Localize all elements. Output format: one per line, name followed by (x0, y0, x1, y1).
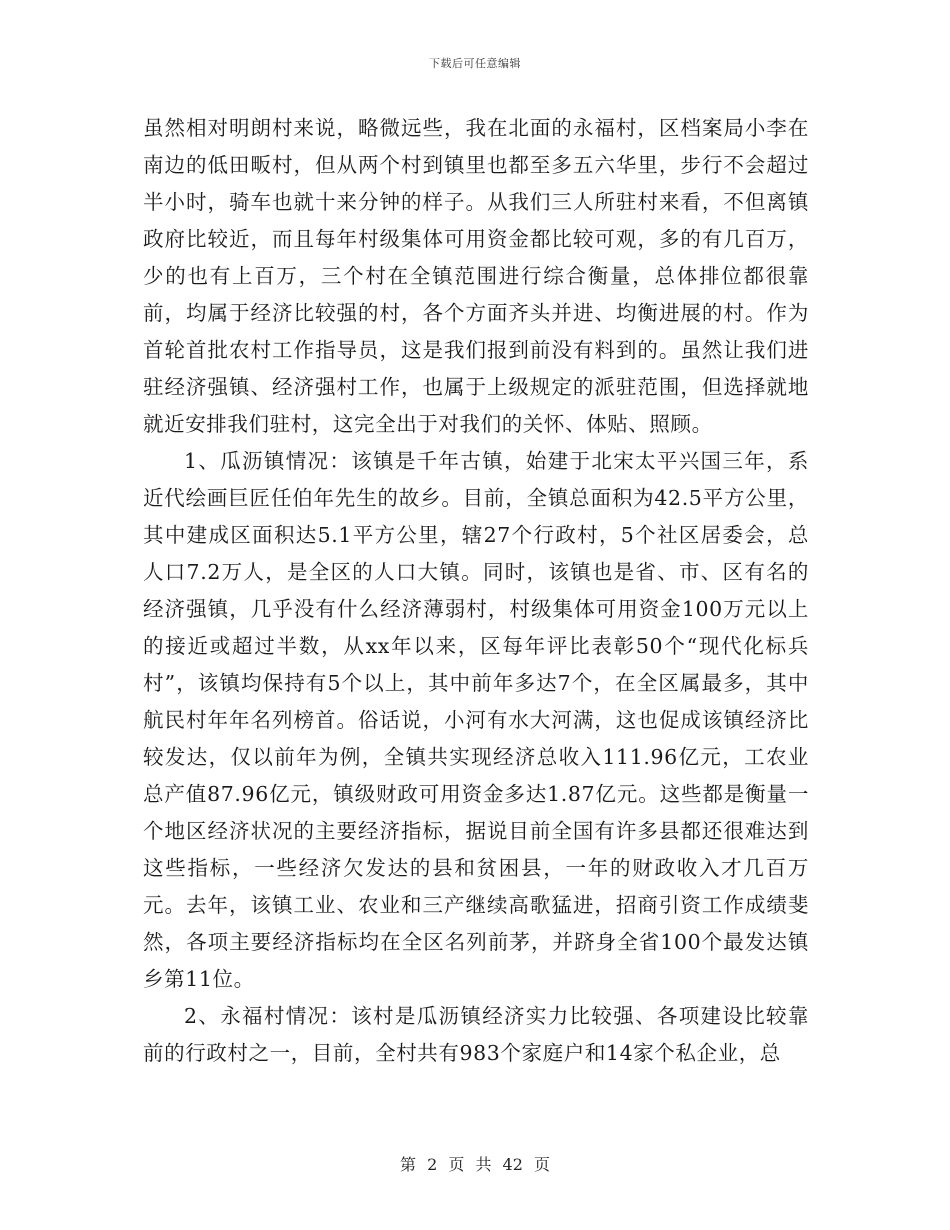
page-number-footer: 第 2 页 共 42 页 (400, 1155, 550, 1174)
body-paragraph: 虽然相对明朗村来说，略微远些，我在北面的永福村，区档案局小李在南边的低田畈村，但从两个村到镇里也都至多五六华里，步行不会超过半小时，骑车也就十来分钟的样子。从我们三人所驻村来看，不但离镇政府比较近，而且每年村级集体可用资金都比较可观，多的有几百万，少的也有上百万，三个村在全镇范围进行综合衡量，总体排位都很靠前，均属于经济比较强的村，各个方面齐头并进、均衡进展的村。作为首轮首批农村工作指导员，这是我们报到前没有料到的。虽然让我们进驻经济强镇、经济强村工作，也属于上级规定的派驻范围，但选择就地就近安排我们驻村，这完全出于对我们的关怀、体贴、照顾。 (143, 116, 809, 436)
body-paragraph: 2、永福村情况：该村是瓜沥镇经济实力比较强、各项建设比较靠前的行政村之一，目前，全村共有983个家庭户和14家个私企业，总 (143, 1004, 809, 1065)
document-body (143, 110, 809, 1072)
page-header: 下载后可任意编辑 (429, 57, 521, 70)
body-paragraph: 1、瓜沥镇情况：该镇是千年古镇，始建于北宋太平兴国三年，系近代绘画巨匠任伯年先生的故乡。目前，全镇总面积为42.5平方公里，其中建成区面积达5.1平方公里，辖27个行政村，5个社区居委会，总人口7.2万人，是全区的人口大镇。同时，该镇也是省、市、区有名的经济强镇，几乎没有什么经济薄弱村，村级集体可用资金100万元以上的接近或超过半数，从xx年以来，区每年评比表彰50个“现代化标兵村”，该镇均保持有5个以上，其中前年多达7个，在全区属最多，其中航民村年年名列榜首。俗话说，小河有水大河满，这也促成该镇经济比较发达，仅以前年为例，全镇共实现经济总收入111.96亿元，工农业总产值87.96亿元，镇级财政可用资金多达1.87亿元。这些都是衡量一个地区经济状况的主要经济指标，据说目前全国有许多县都还很难达到这些指标，一些经济欠发达的县和贫困县，一年的财政收入才几百万元。去年，该镇工业、农业和三产继续高歌猛进，招商引资工作成绩斐然，各项主要经济指标均在全区名列前茅，并跻身全省100个最发达镇乡第11位。 (143, 449, 809, 991)
